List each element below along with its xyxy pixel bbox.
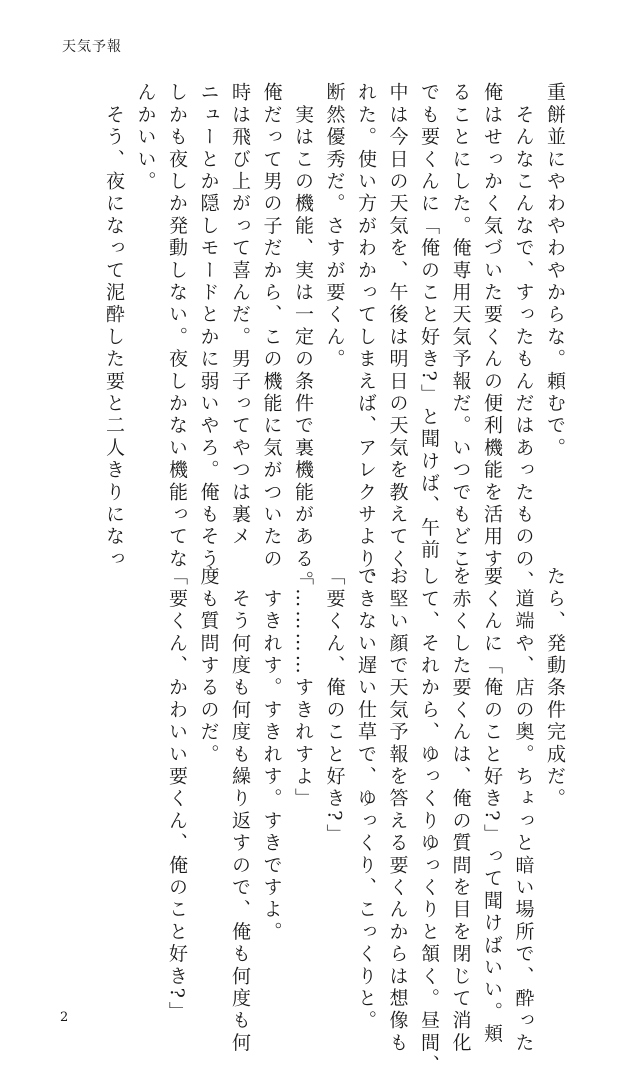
- text-line: 度も質問するのだ。: [197, 566, 220, 766]
- text-line: れた。使い方がわかってしまえば、アレクサより、: [355, 82, 377, 593]
- text-line: ることにした。俺専用天気予報だ。いつでもどこ: [449, 82, 472, 571]
- page-number: 2: [60, 1010, 69, 1025]
- text-line: 道端や、店の奥。ちょっと暗い場所で、酔った: [512, 566, 535, 1055]
- text-line: 断然優秀だ。さすが要くん。: [323, 82, 346, 371]
- lower-text-block: [50, 566, 570, 1077]
- text-line: 俺はせっかく気づいた要くんの便利機能を活用す: [481, 82, 503, 571]
- text-line: ニューとか隠しモードとかに弱いやろ。俺もそう。: [197, 82, 220, 593]
- text-line: そう、夜になって泥酔した要と二人きりになっ: [103, 82, 125, 571]
- text-line: 重餅並にやわやわやからな。頼むで。: [544, 82, 566, 460]
- text-line: んかいい。: [134, 82, 157, 193]
- text-line: でも要くんに「俺のこと好き?」と聞けば、午前: [418, 82, 440, 562]
- text-line: お堅い顔で天気予報を答える要くんからは想像も: [386, 566, 409, 1055]
- text-line: しかも夜しか発動しない。夜しかない機能ってな: [166, 82, 188, 571]
- text-line: たら、発動条件完成だ。: [544, 566, 566, 811]
- text-line: すきれす。すきれす。すきですよ。: [260, 566, 283, 944]
- upper-text-block: [50, 82, 570, 593]
- text-line: そう何度も何度も繰り返すので、俺も何度も何: [229, 566, 251, 1055]
- text-line: 実はこの機能、実は一定の条件で裏機能がある。: [292, 82, 314, 593]
- running-header: 天気予報: [62, 39, 122, 55]
- text-line: 「…………すきれすよ」: [292, 566, 314, 811]
- text-line: を赤くした要くんは、俺の質問を目を閉じて消化: [449, 566, 472, 1055]
- text-line: 中は今日の天気を、午後は明日の天気を教えてく: [386, 82, 409, 571]
- text-line: 時は飛び上がって喜んだ。男子ってやつは裏メ: [229, 82, 251, 549]
- text-line: 俺だって男の子だから、この機能に気がついたの: [260, 82, 283, 571]
- text-line: 要くんに「俺のこと好き?」って聞けばいい。頬: [481, 566, 503, 1046]
- text-line: して、それから、ゆっくりゆっくりと頷く。昼間、: [418, 566, 440, 1077]
- text-line: 「要くん、俺のこと好き?」: [323, 566, 346, 846]
- text-line: そんなこんなで、すったもんだはあったものの、: [512, 82, 535, 593]
- text-line: できない遅い仕草で、ゆっくり、こっくりと。: [355, 566, 377, 1033]
- text-line: 「要くん、かわいい要くん、俺のこと好き?」: [166, 566, 188, 1024]
